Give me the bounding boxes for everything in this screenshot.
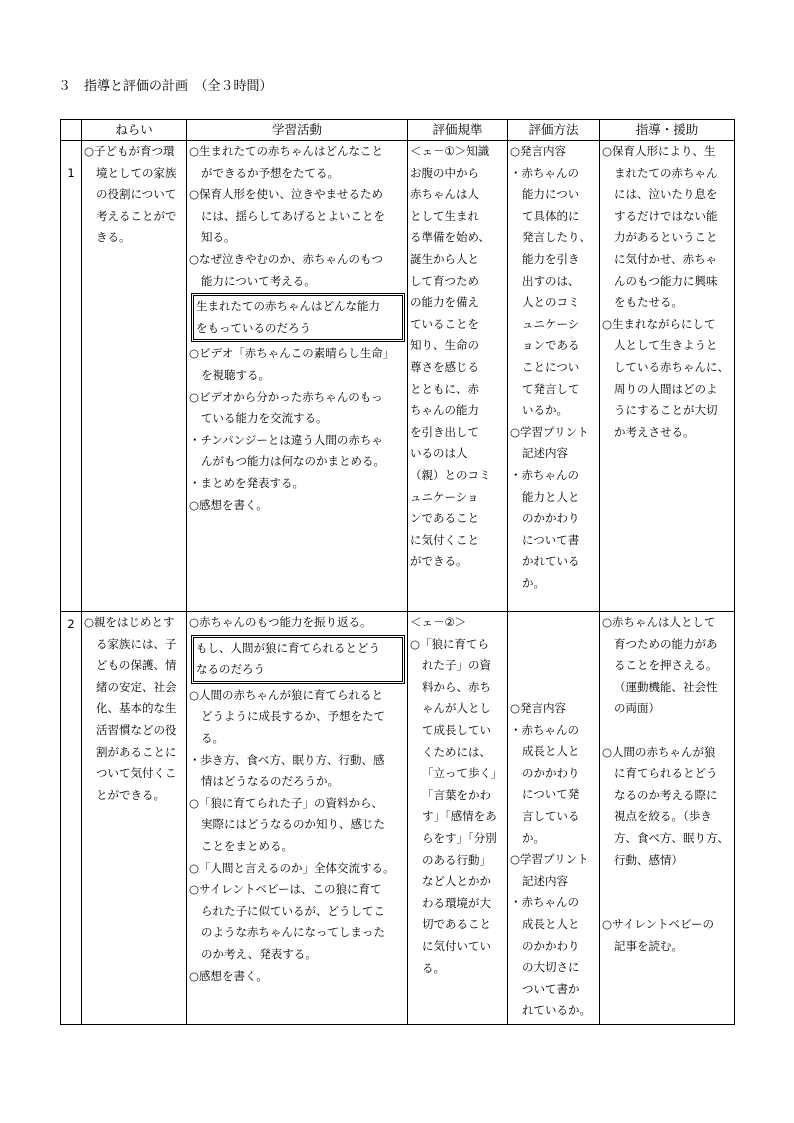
text-line: のか考え、発表する。 xyxy=(201,946,317,961)
table-row xyxy=(61,141,735,612)
key-question-box xyxy=(191,293,405,342)
text-line: す」「感情をあ xyxy=(422,809,497,824)
text-line: のかかわり xyxy=(522,511,580,526)
text-line: を引き出して xyxy=(410,424,479,439)
text-line: の大切さに xyxy=(522,960,580,975)
text-line: ていることを xyxy=(410,316,479,331)
text-line: 能力と人と xyxy=(522,489,580,504)
text-line: いるか。 xyxy=(522,403,568,418)
text-line: 能力について考える。 xyxy=(201,273,316,288)
table-row xyxy=(61,612,735,1025)
text-line: （親）とのコミ xyxy=(410,467,491,482)
text-line: ○発言内容 xyxy=(510,144,567,158)
text-line: か考えさせる。 xyxy=(614,424,695,439)
text-line: 行動、感情） xyxy=(614,852,683,867)
text-line: ・赤ちゃんの xyxy=(510,165,579,180)
text-line: ○感想を書く。 xyxy=(189,968,268,983)
text-line: 発言したり、 xyxy=(522,230,591,245)
text-line: ○赤ちゃんは人として xyxy=(602,615,716,629)
text-line: 能力につい xyxy=(522,187,580,202)
header-num xyxy=(61,120,82,141)
text-line: うにすることが大切 xyxy=(614,403,718,418)
key-question-box xyxy=(191,635,405,684)
text-line: など人とかか xyxy=(422,874,491,889)
text-line: ○人間の赤ちゃんが狼に育てられると xyxy=(189,687,384,702)
text-line: ちゃんの能力 xyxy=(410,403,479,418)
text-line: 生まれたての赤ちゃんはどんな能力 xyxy=(196,299,380,314)
text-line: に育てられるとどう xyxy=(614,766,718,781)
text-line: の能力を備え xyxy=(410,295,479,310)
text-line: て発言して xyxy=(522,381,580,396)
text-line: を視聴する。 xyxy=(201,367,270,382)
text-line: る家族には、子 xyxy=(96,636,177,651)
text-line: る。 xyxy=(201,730,224,745)
text-line: ○サイレントベビーは、この狼に育て xyxy=(189,882,382,897)
text-line: 料から、赤ち xyxy=(422,679,491,694)
text-line: として生まれ xyxy=(410,208,479,223)
text-line: に気付かせ、赤ちゃ xyxy=(614,251,718,266)
text-line: について発 xyxy=(522,787,580,802)
text-line: ○生まれたての赤ちゃんはどんなこと xyxy=(189,144,384,158)
text-line: 成長と人と xyxy=(522,916,580,931)
text-line: どもの保護、情 xyxy=(96,658,177,673)
text-line: ○ビデオから分かった赤ちゃんのもっ xyxy=(189,389,383,404)
text-line: ○生まれながらにして xyxy=(602,316,716,331)
text-line: て成長してい xyxy=(422,722,491,737)
text-line: れた子」の資 xyxy=(422,658,491,673)
text-line: 尊さを感じる xyxy=(410,359,479,374)
text-line: ュニケーシ xyxy=(522,316,580,331)
text-line: 能力を引き xyxy=(522,251,580,266)
activities-cell xyxy=(187,612,408,1025)
text-line: している赤ちゃんに、 xyxy=(614,359,729,374)
text-line: 知り、生命の xyxy=(410,338,479,353)
text-line: ＜ェ－①＞知識 xyxy=(410,144,490,158)
text-line: ができる。 xyxy=(410,554,468,569)
text-line: ○「人間と言えるのか」全体交流する。 xyxy=(189,860,395,875)
text-line: 切であること xyxy=(422,917,491,932)
text-line: ることを押さえる。 xyxy=(614,658,718,673)
text-line: ○子どもが育つ環 xyxy=(84,144,175,158)
text-line: 育つための能力があ xyxy=(614,636,718,651)
text-line: に気付いてい xyxy=(422,938,491,953)
text-line: ○「狼に育てら xyxy=(410,636,490,651)
text-line: どうように成長するか、予想をたて xyxy=(201,709,385,724)
text-line: て具体的に xyxy=(522,208,580,223)
text-line: ・歩き方、食べ方、眠り方、行動、感 xyxy=(189,752,385,767)
text-line: まれたての赤ちゃん xyxy=(614,165,718,180)
text-line: かれている xyxy=(522,554,580,569)
header-method: 評価方法 xyxy=(508,120,600,141)
support-cell xyxy=(600,612,735,1025)
text-line: お腹の中から xyxy=(410,165,479,180)
text-line: 成長と人と xyxy=(522,744,580,759)
method-cell xyxy=(508,141,600,612)
criteria-cell xyxy=(408,141,508,612)
text-line: る準備を始め、 xyxy=(410,230,491,245)
text-line: ・チンパンジーとは違う人間の赤ちゃ xyxy=(189,432,383,447)
text-line: について書 xyxy=(522,532,580,547)
text-line: くためには、 xyxy=(422,744,491,759)
text-line: きる。 xyxy=(96,230,131,245)
text-line: ○「狼に育てられた子」の資料から、 xyxy=(189,795,384,810)
text-line: 「言葉をかわ xyxy=(422,787,491,802)
text-line: んのもつ能力に興味 xyxy=(614,273,718,288)
text-line: をもたせる。 xyxy=(614,295,683,310)
support-cell xyxy=(600,141,735,612)
text-line: には、揺らしてあげるとよいことを xyxy=(201,208,385,223)
text-line: ○保育人形を使い、泣きやませるため xyxy=(189,187,384,202)
text-line: もし、人間が狼に育てられるとどう xyxy=(196,640,380,655)
text-line: れているか。 xyxy=(522,1003,591,1018)
text-line: のような赤ちゃんになってしまった xyxy=(201,925,385,940)
text-line: ○赤ちゃんのもつ能力を振り返る。 xyxy=(189,615,372,629)
text-line: の両面） xyxy=(614,701,660,716)
text-line: とができる。 xyxy=(96,787,165,802)
criteria-cell xyxy=(408,612,508,1025)
text-line: なるのか考える際に xyxy=(614,787,718,802)
method-cell xyxy=(508,612,600,1025)
text-line: ・赤ちゃんの xyxy=(510,895,579,910)
lesson-number: 2 xyxy=(61,612,82,1025)
text-line: ・赤ちゃんの xyxy=(510,722,579,737)
text-line: ュニケーショ xyxy=(410,489,479,504)
text-line: とともに、赤 xyxy=(410,381,479,396)
text-line: （運動機能、社会性 xyxy=(614,679,718,694)
text-line: ○学習プリント xyxy=(510,424,589,439)
activities-cell xyxy=(187,141,408,612)
text-line: か。 xyxy=(522,575,545,590)
aim-cell xyxy=(82,612,187,1025)
header-row xyxy=(61,120,735,141)
text-line: して育つため xyxy=(410,273,479,288)
text-line: ・まとめを発表する。 xyxy=(189,475,304,490)
text-line: 境としての家族 xyxy=(96,165,177,180)
text-line: 考えることがで xyxy=(96,208,177,223)
text-line: ○サイレントベビーの xyxy=(602,917,714,932)
text-line: 化、基本的な生 xyxy=(96,701,177,716)
text-line: らをす」「分別 xyxy=(422,830,497,845)
text-line: ンであること xyxy=(410,511,479,526)
text-line: ョンである xyxy=(522,338,580,353)
text-line: 誕生から人と xyxy=(410,251,479,266)
text-line: 言している xyxy=(522,808,580,823)
text-line: のかかわり xyxy=(522,765,580,780)
aim-cell xyxy=(82,141,187,612)
text-line: ○発言内容 xyxy=(510,701,567,715)
text-line: ＜ェ－②＞ xyxy=(410,615,467,629)
text-line: に気付くこと xyxy=(410,532,479,547)
text-line: のある行動」 xyxy=(422,852,491,867)
text-line: か。 xyxy=(522,830,545,845)
section-heading: ３ 指導と評価の計画 （全３時間） xyxy=(58,79,273,94)
text-line: 周りの人間はどのよ xyxy=(614,381,718,396)
text-line: ○保育人形により、生 xyxy=(602,144,716,158)
header-support: 指導・援助 xyxy=(600,120,735,141)
text-line: る。 xyxy=(422,960,445,975)
text-line: するだけではない能 xyxy=(614,208,718,223)
text-line: られた子に似ているが、どうしてこ xyxy=(201,903,385,918)
text-line: 活習慣などの役 xyxy=(96,722,177,737)
text-line: ○人間の赤ちゃんが狼 xyxy=(602,744,716,759)
text-line: の役割について xyxy=(96,187,177,202)
text-line: ことについ xyxy=(522,359,580,374)
text-line: のかかわり xyxy=(522,938,580,953)
text-line: んがもつ能力は何なのかまとめる。 xyxy=(201,454,385,469)
text-line: ついて書か xyxy=(522,981,580,996)
text-line: 力があるということ xyxy=(614,230,718,245)
text-line: いるのは人 xyxy=(410,446,468,461)
header-activities: 学習活動 xyxy=(187,120,408,141)
text-line: ○感想を書く。 xyxy=(189,497,268,512)
text-line: 記述内容 xyxy=(522,446,568,461)
text-line: ○なぜ泣きやむのか、赤ちゃんのもつ xyxy=(189,251,384,266)
text-line: 視点を絞る。（歩き xyxy=(614,809,712,824)
lesson-number: 1 xyxy=(61,141,82,612)
text-line: 記事を読む。 xyxy=(614,938,683,953)
text-line: 記述内容 xyxy=(522,873,568,888)
text-line: 割があることに xyxy=(96,744,177,759)
text-line: ついて気付くこ xyxy=(96,766,177,781)
plan-table xyxy=(60,119,735,1025)
text-line: ○ビデオ「赤ちゃんこの素晴らし生命」 xyxy=(189,346,395,361)
text-line: 知る。 xyxy=(201,230,236,245)
text-line: ゃんが人とし xyxy=(422,701,491,716)
text-line: ○学習プリント xyxy=(510,852,589,867)
text-line: をもっているのだろう xyxy=(196,320,311,335)
text-line: わる環境が大 xyxy=(422,895,491,910)
text-line: ・赤ちゃんの xyxy=(510,467,579,482)
text-line: 赤ちゃんは人 xyxy=(410,187,479,202)
text-line: 「立って歩く」 xyxy=(422,766,503,781)
text-line: なるのだろう xyxy=(196,662,265,677)
text-line: ができるか予想をたてる。 xyxy=(201,165,339,180)
text-line: 緒の安定、社会 xyxy=(96,679,177,694)
text-line: ている能力を交流する。 xyxy=(201,411,328,426)
text-line: 方、食べ方、眠り方、 xyxy=(614,830,729,845)
text-line: には、泣いたり息を xyxy=(614,187,718,202)
text-line: 人とのコミ xyxy=(522,295,580,310)
text-line: ○親をはじめとす xyxy=(84,615,175,629)
text-line: 出すのは、 xyxy=(522,273,580,288)
text-line: 実際にはどうなるのか知り、感じた xyxy=(201,817,385,832)
text-line: 情はどうなるのだろうか。 xyxy=(201,774,339,789)
header-aim: ねらい xyxy=(82,120,187,141)
text-line: 人として生きようと xyxy=(614,338,718,353)
text-line: ことをまとめる。 xyxy=(201,838,293,853)
header-criteria: 評価規準 xyxy=(408,120,508,141)
